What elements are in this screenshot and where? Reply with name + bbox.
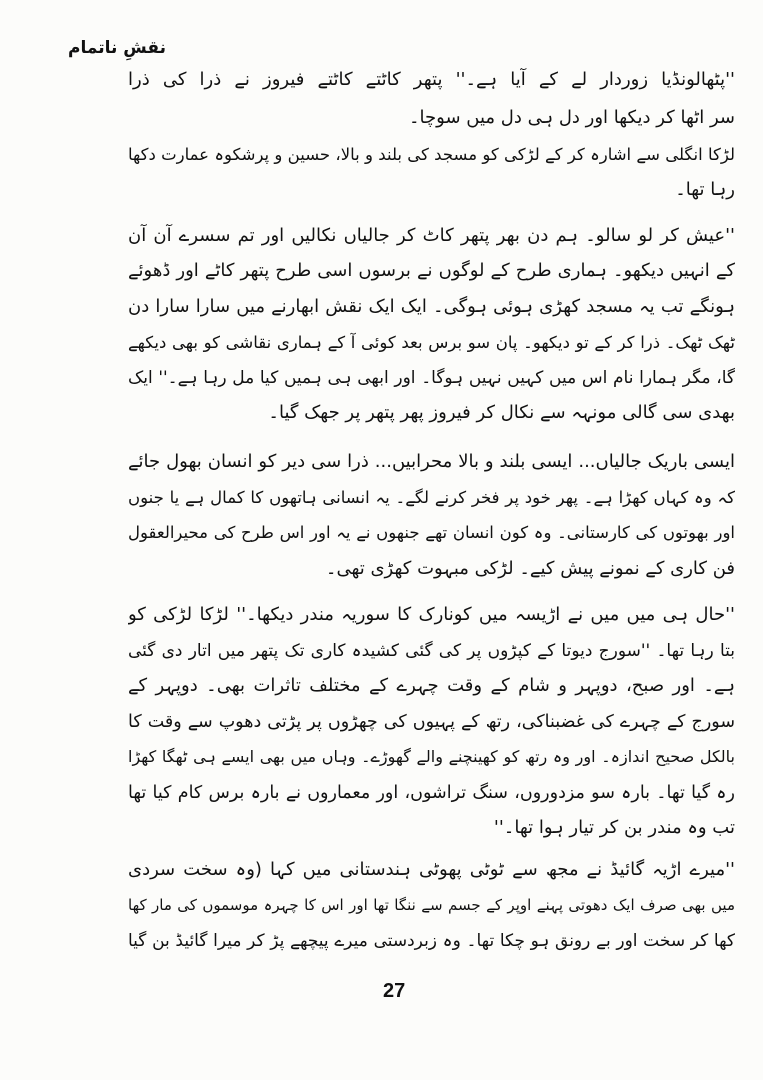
- text-line: لڑکا انگلی سے اشارہ کر کے لڑکی کو مسجد کی بلند و بالا، حسین و پرشکوہ عمارت دکھا: [128, 145, 735, 164]
- text-line: میں بھی صرف ایک دھوتی پہنے اوپر کے جسم سے ننگا تھا اور اس کا چہرہ موسموں کی مار کھا: [128, 896, 735, 914]
- text-line: رہا تھا۔: [675, 179, 735, 200]
- text-line: کہ وہ کہاں کھڑا ہے۔ پھر خود پر فخر کرنے لگے۔ یہ انسانی ہاتھوں کا کمال ہے یا جنوں: [128, 488, 735, 507]
- text-line: ''حال ہی میں میں نے اڑیسہ میں کونارک کا سوریہ مندر دیکھا۔'' لڑکا لڑکی کو: [128, 604, 735, 625]
- text-line: سر اٹھا کر دیکھا اور دل ہی دل میں سوچا۔: [409, 107, 735, 128]
- text-line: بالکل صحیح اندازہ۔ اور وہ رتھ کو کھینچنے والے گھوڑے۔ وہاں میں بھی ایسے ہی ٹھگا کھڑا: [128, 747, 735, 766]
- text-line: ''میرے اڑیہ گائیڈ نے مجھ سے ٹوٹی پھوٹی ہندستانی میں کہا (وہ سخت سردی: [128, 859, 735, 880]
- text-line: ''عیش کر لو سالو۔ ہم دن بھر پتھر کاٹ کر جالیاں نکالیں اور تم سسرے آن آن: [128, 225, 735, 246]
- page-number: 27: [383, 980, 406, 1002]
- text-line: کے انہیں دیکھو۔ ہماری طرح کے لوگوں نے برسوں اسی طرح پتھر کاٹے اور ڈھوئے: [128, 260, 735, 281]
- text-line: رہ گیا تھا۔ بارہ سو مزدوروں، سنگ تراشوں، اور معماروں نے بارہ برس کام کیا تھا: [128, 783, 735, 803]
- text-line: ہے۔ اور صبح، دوپہر و شام کے وقت چہرے کے مختلف تاثرات بھی۔ دوپہر کے: [128, 675, 735, 696]
- running-header: نقشِ ناتمام: [68, 38, 166, 58]
- text-line: ٹھک ٹھک۔ ذرا کر کے تو دیکھو۔ پان سو برس بعد کوئی آ کے ہماری نقاشی کو بھی دیکھے: [128, 333, 735, 352]
- text-line: سورج کے چہرے کی غضبناکی، رتھ کے پہیوں کی چھڑوں پر پڑتی دھوپ سے وقت کا: [128, 712, 735, 732]
- text-line: گا، مگر ہمارا نام اس میں کہیں نہیں ہوگا۔ اور ابھی ہی ہمیں کیا مل رہا ہے۔'' ایک: [128, 368, 735, 388]
- text-line: فن کاری کے نمونے پیش کیے۔ لڑکی مبہوت کھڑی تھی۔: [325, 558, 735, 579]
- text-line: کھا کر سخت اور بے رونق ہو چکا تھا۔ وہ زبردستی میرے پیچھے پڑ کر میرا گائیڈ بن گیا: [128, 931, 735, 951]
- text-line: بھدی سی گالی مونہہ سے نکال کر فیروز پھر پتھر پر جھک گیا۔: [268, 402, 735, 423]
- text-line: اور بھوتوں کی کارستانی۔ وہ کون انسان تھے جنھوں نے یہ اور اس طرح کی محیرالعقول: [128, 523, 735, 542]
- text-line: بتا رہا تھا۔ ''سورج دیوتا کے کپڑوں پر کی گئی کشیدہ کاری تک پتھر میں اتار دی گئی: [128, 641, 735, 661]
- text-line: ''پٹھالونڈیا زوردار لے کے آیا ہے۔'' پتھر کاٹتے کاٹتے فیروز نے ذرا کی ذرا: [128, 69, 735, 90]
- text-line: تب وہ مندر بن کر تیار ہوا تھا۔'': [493, 817, 735, 838]
- text-line: ہونگے تب یہ مسجد کھڑی ہوئی ہوگی۔ ایک ایک نقش ابھارنے میں سارا سارا دن: [128, 296, 735, 317]
- text-line: ایسی باریک جالیاں... ایسی بلند و بالا محرابیں... ذرا سی دیر کو انسان بھول جائے: [128, 451, 735, 472]
